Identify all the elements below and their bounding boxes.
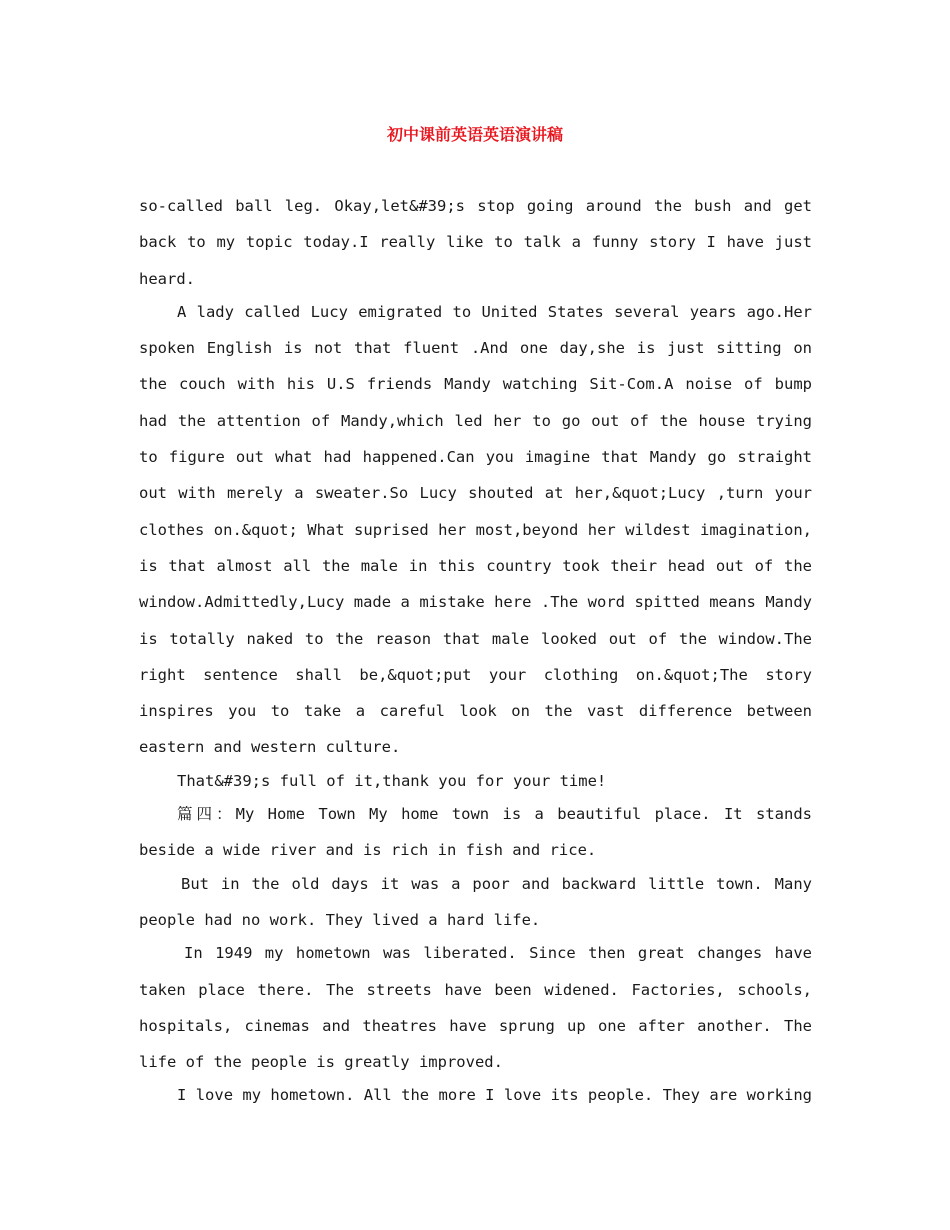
- paragraph: I love my hometown. All the more I love its people. They are working: [177, 1086, 812, 1105]
- paragraph: But in the old days it was a poor and backward little town. Many people had no work. They lived a hard life.: [139, 874, 812, 929]
- paragraph: In 1949 my hometown was liberated. Since then great changes have taken place there. The streets have been widened. Factories, schools, hospitals, cinemas and theatres have sprung up one after another. The life of the people is greatly improved.: [139, 944, 812, 1072]
- paragraph: That&#39;s full of it,thank you for your time!: [177, 771, 607, 790]
- document-body: [139, 188, 812, 1111]
- paragraph: 篇四：My Home Town My home town is a beautiful place. It stands beside a wide river and is rich in fish and rice.: [139, 805, 812, 860]
- paragraph: A lady called Lucy emigrated to United States several years ago.Her spoken English is not that fluent .And one day,she is just sitting on the couch with his U.S friends Mandy watching Sit-Com.A noise of bump had the attention of Mandy,which led her to go out of the house trying to figure out what had happened.Can you imagine that Mandy go straight out with merely a sweater.So Lucy shouted at her,&quot;Lucy ,turn your clothes on.&quot; What suprised her most,beyond her wildest imagination, is that almost all the male in this country took their head out of the window.Admittedly,Lucy made a mistake here .The word spitted means Mandy is totally naked to the reason that male looked out of the window.The right sentence shall be,&quot;put your clothing on.&quot;The story inspires you to take a careful look on the vast difference between eastern and western culture.: [139, 302, 812, 757]
- paragraph: so-called ball leg. Okay,let&#39;s stop going around the bush and get back to my topic today.I really like to talk a funny story I have just heard.: [139, 197, 812, 288]
- document-title: 初中课前英语英语演讲稿: [386, 125, 563, 144]
